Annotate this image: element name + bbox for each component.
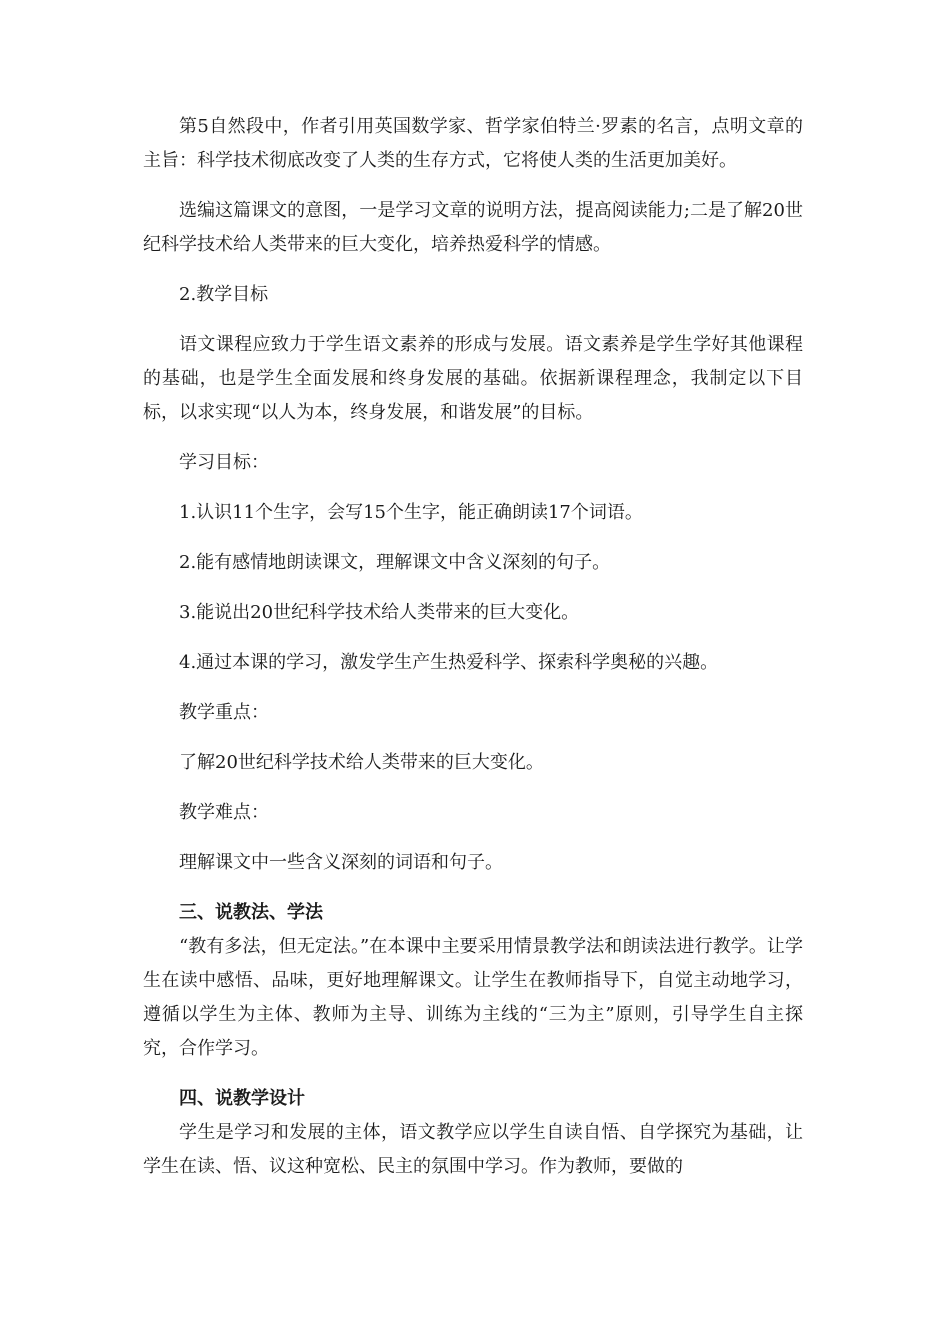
label-learning-goals: 学习目标： [179,452,269,473]
goal-item-2: 2.能有感情地朗读课文，理解课文中含义深刻的句子。 [179,552,611,573]
section-heading-methods: 三、说教法、学法 [179,902,323,923]
label-difficulties: 教学难点： [179,802,269,823]
goal-item-3: 3.能说出20世纪科学技术给人类带来的巨大变化。 [179,602,580,623]
key-point-text: 了解20世纪科学技术给人类带来的巨大变化。 [179,752,544,773]
paragraph-curriculum: 语文课程应致力于学生语文素养的形成与发展。语文素养是学生学好其他课程的基础，也是学生全面发展和终身发展的基础。依据新课程理念，我制定以下目标，以求实现“以人为本，终身发展，和谐发展”的目标。 [143,334,803,423]
paragraph-selection-intent: 选编这篇课文的意图，一是学习文章的说明方法，提高阅读能力;二是了解20世纪科学技术给人类带来的巨大变化，培养热爱科学的情感。 [143,200,803,255]
goal-item-4: 4.通过本课的学习，激发学生产生热爱科学、探索科学奥秘的兴趣。 [179,652,719,673]
section-heading-design: 四、说教学设计 [179,1088,305,1109]
paragraph-main-idea: 第5自然段中，作者引用英国数学家、哲学家伯特兰·罗素的名言，点明文章的主旨：科学技术彻底改变了人类的生存方式，它将使人类的生活更加美好。 [143,116,803,171]
goal-item-1: 1.认识11个生字，会写15个生字，能正确朗读17个词语。 [179,502,643,523]
paragraph-design: 学生是学习和发展的主体，语文教学应以学生自读自悟、自学探究为基础，让学生在读、悟、议这种宽松、民主的氛围中学习。作为教师，要做的 [143,1122,803,1177]
difficulty-text: 理解课文中一些含义深刻的词语和句子。 [179,852,503,873]
paragraph-methods: “教有多法，但无定法。”在本课中主要采用情景教学法和朗读法进行教学。让学生在读中感悟、品味，更好地理解课文。让学生在教师指导下，自觉主动地学习，遵循以学生为主体、教师为主导、训练为主线的“三为主”原则，引导学生自主探究，合作学习。 [143,936,803,1059]
label-key-points: 教学重点： [179,702,269,723]
document-page [143,110,803,1184]
subheading-teaching-goals: 2.教学目标 [179,284,269,305]
